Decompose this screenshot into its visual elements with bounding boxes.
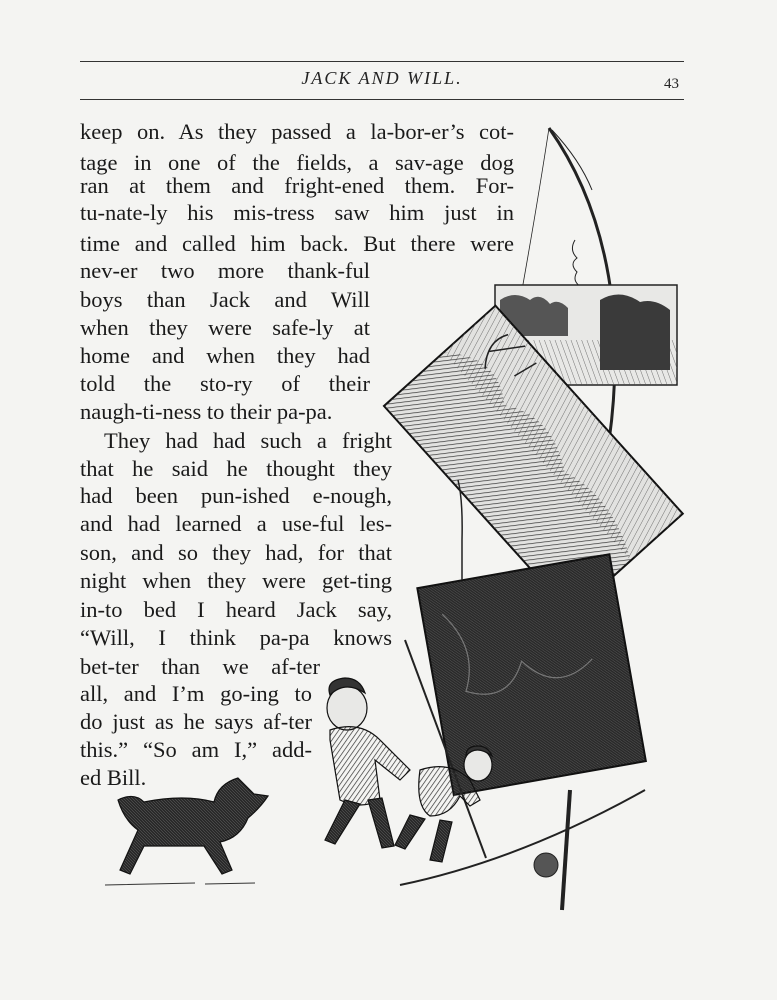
text-line: when they were safe-ly at <box>80 315 370 340</box>
text-line: in-to bed I heard Jack say, <box>80 597 392 622</box>
text-line: night when they were get-ting <box>80 568 392 593</box>
boy-crouching <box>395 746 492 862</box>
text-line: all, and I’m go-ing to <box>80 681 312 706</box>
text-line: bet-ter than we af-ter <box>80 654 320 679</box>
text-line: and had learned a use-ful les- <box>80 511 392 536</box>
text-line: that he said he thought they <box>80 456 392 481</box>
text-line: had been pun-ished e-nough, <box>80 483 392 508</box>
text-line: “Will, I think pa-pa knows <box>80 625 392 650</box>
text-line: time and called him back. But there were <box>80 231 514 256</box>
page-number: 43 <box>664 76 679 92</box>
text-line: keep on. As they passed a la-bor-er’s cot- <box>80 119 514 144</box>
running-title: JACK AND WILL. <box>301 68 463 88</box>
dark-picture-board <box>417 554 646 795</box>
text-line: tage in one of the fields, a sav-age dog <box>80 150 514 175</box>
header-rule-top <box>80 61 684 62</box>
text-line: tu-nate-ly his mis-tress saw him just in <box>80 200 514 225</box>
text-line: They had had such a fright <box>104 428 392 453</box>
text-line: do just as he says af-ter <box>80 709 312 734</box>
text-line: boys than Jack and Will <box>80 287 370 312</box>
text-line: ran at them and fright-ened them. For- <box>80 173 514 198</box>
text-line: told the sto-ry of their <box>80 371 370 396</box>
text-line: home and when they had <box>80 343 370 368</box>
dog <box>105 778 268 885</box>
text-line: nev-er two more thank-ful <box>80 258 370 283</box>
text-line: son, and so they had, for that <box>80 540 392 565</box>
text-line: ed Bill. <box>80 765 147 790</box>
header-rule-bottom <box>80 99 684 100</box>
boy-running <box>325 678 410 848</box>
text-line: this.” “So am I,” add- <box>80 737 312 762</box>
text-line: naugh-ti-ness to their pa-pa. <box>80 399 333 424</box>
